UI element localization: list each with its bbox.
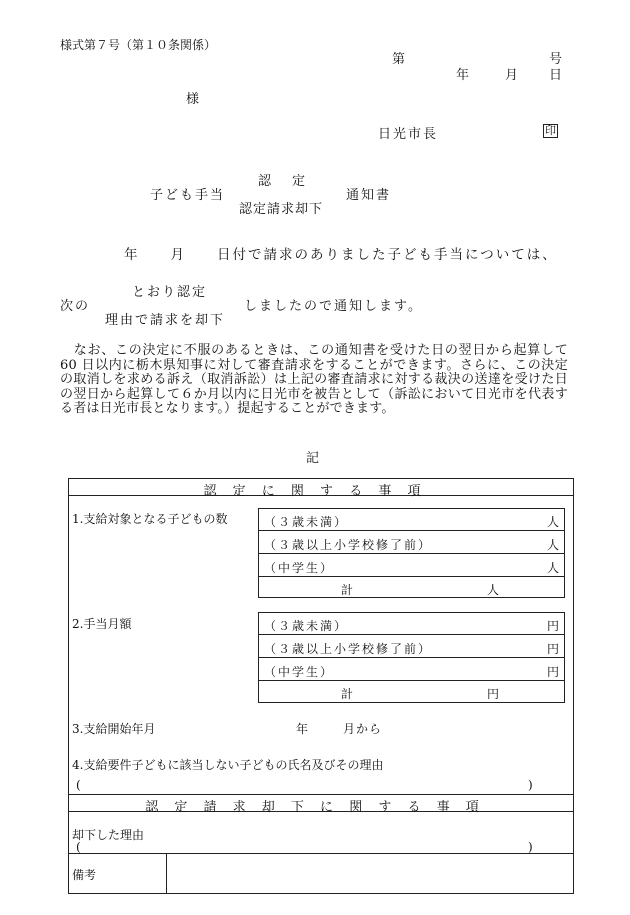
title-option-approve: 認 定 — [258, 174, 310, 189]
child-count-row-label: （３歳未満） — [264, 515, 349, 529]
seal-mark — [543, 123, 558, 138]
decision-option-reject: 理由で請求を却下 — [105, 313, 226, 328]
amount-row-unit: 円 — [547, 619, 560, 633]
amount-total-unit: 円 — [487, 687, 500, 701]
child-count-row-unit: 人 — [547, 515, 560, 529]
appeal-notice-paragraph: なお、この決定に不服のあるときは、この通知書を受けた日の翌日から起算して 60 日以内に栃木県知事に対して審査請求をすることができます。さらに、この決定の取消しを求める訴え（取消訴訟）は上記の審査請求に対する裁決の送達を受けた日の翌日から起算して６か月以内に日光市を被告として（訴訟において日光市を代表する者は日光市長となります。）提起することができます。 — [60, 343, 568, 416]
child-count-total-unit: 人 — [487, 583, 500, 597]
decision-option-approve: とおり認定 — [132, 285, 208, 300]
date-month-label: 月 — [505, 68, 519, 83]
remarks-label: 備考 — [72, 868, 97, 882]
title-option-reject: 認定請求却下 — [239, 202, 324, 217]
child-count-total-label: 計 — [341, 583, 354, 597]
child-count-row-unit: 人 — [547, 561, 560, 575]
decision-prefix: 次の — [60, 299, 91, 314]
child-count-row-unit: 人 — [547, 538, 560, 552]
paren-open: ( — [76, 840, 81, 854]
section-rejection-header: 認 定 請 求 却 下 に 関 す る 事 項 — [145, 800, 485, 815]
recipient-honorific: 様 — [186, 92, 200, 107]
start-year-label: 年 — [296, 722, 309, 736]
start-month-label: 月から — [343, 722, 383, 736]
amount-total-label: 計 — [341, 687, 354, 701]
date-day-label: 日 — [549, 68, 563, 83]
item4-label: 4.支給要件子どもに該当しない子どもの氏名及びその理由 — [72, 758, 384, 772]
item1-label: 1.支給対象となる子どもの数 — [72, 512, 228, 526]
item2-label: 2.手当月額 — [72, 617, 132, 631]
amount-row-label: （３歳以上小学校修了前） — [264, 642, 433, 656]
item3-label: 3.支給開始年月 — [72, 722, 156, 736]
decision-suffix: しましたので通知します。 — [244, 299, 423, 314]
amount-row-unit: 円 — [547, 665, 560, 679]
form-number: 様式第７号（第１０条関係） — [60, 38, 217, 52]
document-number-suffix: 号 — [549, 52, 563, 67]
amount-row-unit: 円 — [547, 642, 560, 656]
ki-heading: 記 — [306, 451, 320, 466]
amount-row-label: （中学生） — [264, 665, 335, 679]
request-date-line: 年 月 日付で請求のありました子ども手当については、 — [124, 247, 558, 263]
section-approval-header: 認 定 に 関 す る 事 項 — [203, 484, 427, 499]
amount-row-label: （３歳未満） — [264, 619, 349, 633]
title-left: 子ども手当 — [150, 188, 226, 203]
child-count-row-label: （中学生） — [264, 561, 335, 575]
child-count-row-label: （３歳以上小学校修了前） — [264, 538, 433, 552]
rejection-reason-label: 却下した理由 — [72, 828, 145, 842]
document-number-prefix: 第 — [392, 52, 406, 67]
paren-close: ) — [528, 840, 533, 854]
issuer-name: 日光市長 — [378, 127, 439, 142]
date-year-label: 年 — [456, 68, 470, 83]
seal-stamp-icon: 印 — [545, 124, 556, 137]
paren-close: ) — [528, 778, 533, 792]
paren-open: ( — [76, 778, 81, 792]
title-right: 通知書 — [346, 188, 392, 203]
